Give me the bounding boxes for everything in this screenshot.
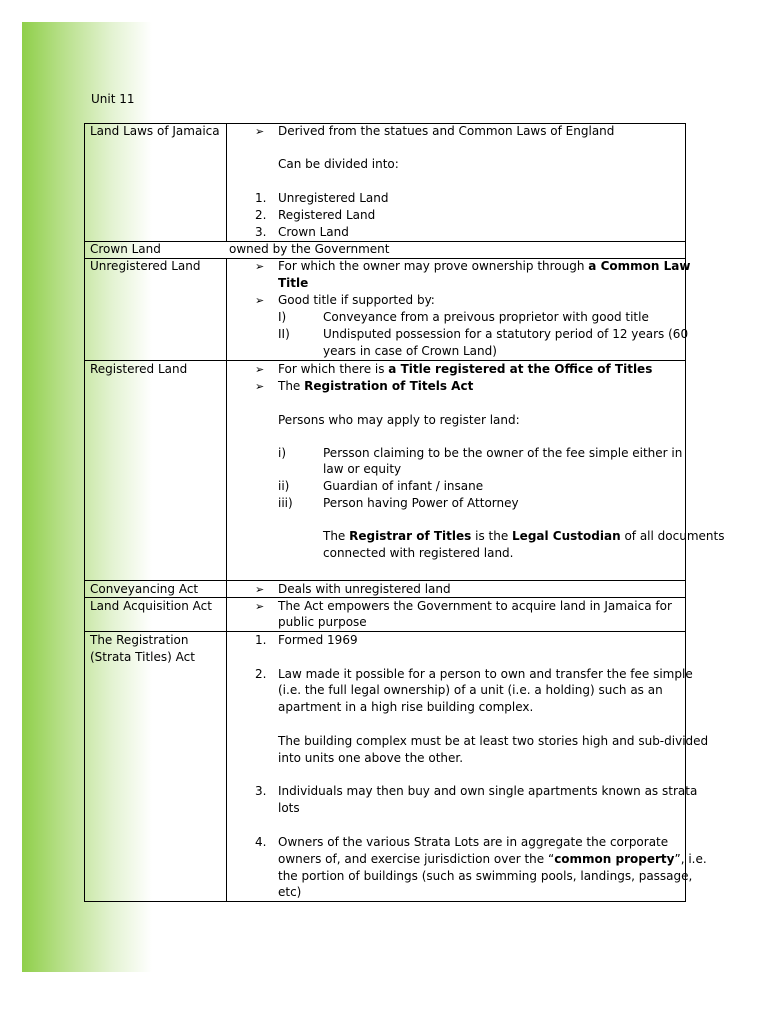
sub-item: Guardian of infant / insane xyxy=(323,479,484,493)
bullet-text-continued: public purpose xyxy=(278,615,367,629)
bullet-text: Derived from the statues and Common Laws of England xyxy=(278,124,615,138)
row-label: The Registration xyxy=(90,633,189,647)
sub-item: law or equity xyxy=(323,462,402,476)
unit-heading: Unit 11 xyxy=(91,92,135,106)
sub-item: Undisputed possession for a statutory period of 12 years (60 xyxy=(323,327,689,341)
row-label: Crown Land xyxy=(90,242,161,256)
sub-number: iii) xyxy=(278,496,293,510)
sub-item: years in case of Crown Land) xyxy=(323,344,497,358)
list-item: Individuals may then buy and own single apartments known as strata xyxy=(278,784,698,798)
list-item: etc) xyxy=(278,885,302,899)
list-item: the portion of buildings (such as swimming pools, landings, passage, xyxy=(278,869,693,883)
arrow-bullet-icon: ➢ xyxy=(255,583,265,596)
list-item: Owners of the various Strata Lots are in aggregate the corporate xyxy=(278,835,669,849)
bullet-text: For which there is a Title registered at the Office of Titles xyxy=(278,362,653,376)
note-text-continued: connected with registered land. xyxy=(323,546,514,560)
sub-item: Conveyance from a preivous proprietor with good title xyxy=(323,310,649,324)
intro-text: Can be divided into: xyxy=(278,157,399,171)
row-label: Land Laws of Jamaica xyxy=(90,124,220,138)
list-number: 3. xyxy=(255,225,267,239)
list-item: Registered Land xyxy=(278,208,376,222)
list-item: apartment in a high rise building complex. xyxy=(278,700,534,714)
note-text: The Registrar of Titles is the Legal Custodian of all documents xyxy=(323,529,725,543)
list-number: 4. xyxy=(255,835,267,849)
sub-number: I) xyxy=(278,310,287,324)
list-number: 1. xyxy=(255,633,267,647)
bullet-text: The Registration of Titels Act xyxy=(278,379,474,393)
arrow-bullet-icon: ➢ xyxy=(255,294,265,307)
sub-number: II) xyxy=(278,327,290,341)
arrow-bullet-icon: ➢ xyxy=(255,125,265,138)
sub-item: Person having Power of Attorney xyxy=(323,496,519,510)
sub-number: ii) xyxy=(278,479,290,493)
list-item: (i.e. the full legal ownership) of a unit (i.e. a holding) such as an xyxy=(278,683,663,697)
sub-item: Persson claiming to be the owner of the fee simple either in xyxy=(323,446,683,460)
green-side-decoration xyxy=(22,22,152,972)
list-item: Law made it possible for a person to own and transfer the fee simple xyxy=(278,667,693,681)
arrow-bullet-icon: ➢ xyxy=(255,380,265,393)
list-item-extra: into units one above the other. xyxy=(278,751,464,765)
bullet-text: Deals with unregistered land xyxy=(278,582,451,596)
row-label: Unregistered Land xyxy=(90,259,201,273)
list-item-extra: The building complex must be at least two stories high and sub-divided xyxy=(278,734,709,748)
list-number: 1. xyxy=(255,191,267,205)
list-item: Unregistered Land xyxy=(278,191,389,205)
row-label: Registered Land xyxy=(90,362,188,376)
list-item: Crown Land xyxy=(278,225,349,239)
sub-number: i) xyxy=(278,446,287,460)
list-item: lots xyxy=(278,801,300,815)
list-number: 2. xyxy=(255,208,267,222)
top-margin xyxy=(0,0,768,22)
list-item: owners of, and exercise jurisdiction over the “common property”, i.e. xyxy=(278,852,707,866)
bullet-text: For which the owner may prove ownership through a Common Law xyxy=(278,259,691,273)
list-number: 3. xyxy=(255,784,267,798)
intro-text: Persons who may apply to register land: xyxy=(278,413,520,427)
arrow-bullet-icon: ➢ xyxy=(255,363,265,376)
bullet-text-continued: Title xyxy=(278,276,309,290)
list-number: 2. xyxy=(255,667,267,681)
row-label: Conveyancing Act xyxy=(90,582,199,596)
arrow-bullet-icon: ➢ xyxy=(255,600,265,613)
bullet-text: The Act empowers the Government to acquire land in Jamaica for xyxy=(278,599,672,613)
row-text: owned by the Government xyxy=(229,242,390,256)
row-label: Land Acquisition Act xyxy=(90,599,212,613)
arrow-bullet-icon: ➢ xyxy=(255,260,265,273)
list-item: Formed 1969 xyxy=(278,633,358,647)
row-label-continued: (Strata Titles) Act xyxy=(90,650,195,664)
bullet-text: Good title if supported by: xyxy=(278,293,435,307)
